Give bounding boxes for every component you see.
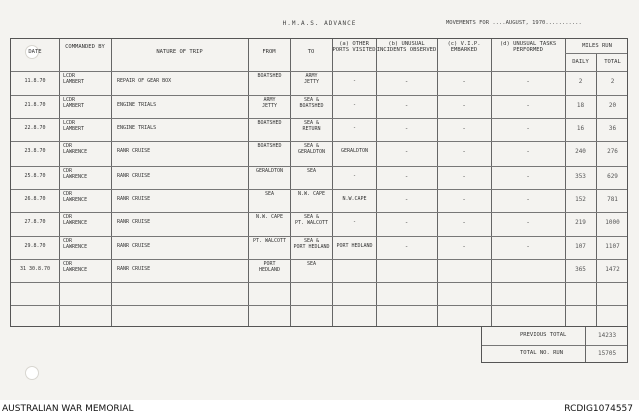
row-from-line1: PT. WALCOTT [252, 238, 287, 244]
row-daily: 240 [575, 148, 586, 155]
row-nature: RANR CRUISE [117, 173, 151, 179]
row-to-line1: SEA & [303, 97, 320, 103]
header-daily: DAILY [572, 59, 589, 65]
row-to-line1: SEA [306, 261, 317, 267]
row-ports: - [352, 78, 356, 84]
row-to-line1: SEA & [303, 238, 320, 244]
row-to-line1: SEA & [303, 120, 320, 126]
row-total: 276 [607, 148, 618, 155]
row-date: 11.8.70 [24, 78, 46, 84]
document-title: H.M.A.S. ADVANCE [282, 20, 357, 27]
total-run-label: TOTAL NO. RUN [520, 350, 564, 356]
row-date: 31 30.8.70 [19, 266, 51, 272]
row-nature: RANR CRUISE [117, 148, 151, 154]
row-date: 22.8.70 [24, 125, 46, 131]
row-to-line2: GERALDTON [297, 149, 326, 155]
row-date: 29.8.70 [24, 243, 46, 249]
row-to-line2: PORT HEDLAND [293, 244, 330, 250]
row-ports: - [352, 125, 356, 131]
row-ports: - [352, 173, 356, 179]
row-from-line1: BOATSHED [257, 120, 282, 126]
row-incidents: - [404, 173, 409, 180]
row-nature: RANR CRUISE [117, 196, 151, 202]
row-from-line2: JETTY [261, 103, 278, 109]
header-miles-run: MILES RUN [582, 43, 612, 49]
row-ports: N.W.CAPE [342, 196, 367, 202]
row-to-line1: SEA & [303, 143, 320, 149]
row-incidents: - [404, 78, 409, 85]
row-ports: - [352, 102, 356, 108]
previous-total-label: PREVIOUS TOTAL [520, 332, 567, 338]
row-to-line1: N.W. CAPE [297, 191, 326, 197]
row-tasks: - [526, 102, 530, 109]
row-nature: RANR CRUISE [117, 219, 151, 225]
total-run-value: 15705 [598, 350, 617, 357]
row-cmd-line2: LAWRENCE [63, 220, 88, 226]
row-cmd-line1: CDR [63, 168, 73, 174]
row-total: 36 [608, 125, 617, 132]
row-tasks: - [526, 196, 530, 203]
row-date: 26.8.70 [24, 196, 46, 202]
header-other-ports: (a) OTHER PORTS VISITED [332, 41, 376, 53]
footer-bar [0, 400, 639, 417]
row-to-line1: SEA & [303, 214, 320, 220]
header-unusual-tasks: (d) UNUSUAL TASKS PERFORMED [499, 41, 557, 53]
row-from-line2: HEDLAND [258, 267, 281, 273]
row-cmd-line2: LAWRENCE [63, 267, 88, 273]
row-to-line1: ARMY [305, 73, 318, 79]
footer-source: AUSTRALIAN WAR MEMORIAL [2, 404, 134, 414]
row-nature: RANR CRUISE [117, 266, 151, 272]
row-incidents: - [404, 125, 409, 132]
row-from-line1: BOATSHED [257, 73, 282, 79]
row-vip: - [462, 125, 466, 132]
row-from-line1: PORT [263, 261, 276, 267]
row-cmd-line1: CDR [63, 214, 73, 220]
row-incidents: - [404, 219, 409, 226]
row-total: 629 [607, 173, 618, 180]
row-cmd-line2: LAMBERT [63, 79, 85, 85]
row-vip: - [462, 243, 466, 250]
row-tasks: - [526, 125, 530, 132]
row-tasks: - [526, 78, 530, 85]
row-daily: 219 [575, 219, 586, 226]
previous-total-value: 14233 [598, 332, 617, 339]
row-cmd-line1: LCDR [63, 97, 76, 103]
row-cmd-line2: LAMBERT [63, 126, 85, 132]
row-daily: 353 [575, 173, 586, 180]
header-from: FROM [262, 49, 276, 55]
header-vip: (c) V.I.P. EMBARKED [447, 41, 481, 53]
row-incidents: - [404, 196, 409, 203]
row-daily: 365 [575, 266, 586, 273]
row-vip: - [462, 196, 466, 203]
row-date: 23.8.70 [24, 148, 46, 154]
row-from-line1: GERALDTON [255, 168, 284, 174]
row-ports: PORT HEDLAND [336, 243, 373, 249]
row-total: 20 [608, 102, 617, 109]
row-cmd-line2: LAMBERT [63, 103, 85, 109]
row-tasks: - [526, 173, 530, 180]
row-ports: - [352, 219, 356, 225]
row-cmd-line1: CDR [63, 143, 73, 149]
row-to-line2: JETTY [303, 79, 320, 85]
row-total: 781 [607, 196, 618, 203]
row-cmd-line1: CDR [63, 261, 73, 267]
row-from-line1: SEA [264, 191, 275, 197]
row-date: 27.8.70 [24, 219, 46, 225]
header-to: TO [307, 49, 315, 55]
row-daily: 152 [575, 196, 586, 203]
row-daily: 18 [576, 102, 585, 109]
row-tasks: - [526, 219, 530, 226]
row-from-line1: N.W. CAPE [255, 214, 284, 220]
row-incidents: - [404, 148, 409, 155]
row-cmd-line1: LCDR [63, 120, 76, 126]
row-vip: - [462, 219, 466, 226]
row-vip: - [462, 148, 466, 155]
row-total: 1107 [605, 243, 620, 250]
row-cmd-line1: LCDR [63, 73, 76, 79]
punch-hole [25, 366, 39, 380]
row-from-line1: BOATSHED [257, 143, 282, 149]
header-date: DATE [28, 49, 42, 55]
row-tasks: - [526, 243, 530, 250]
movement-table [10, 38, 628, 327]
row-total: 1000 [605, 219, 620, 226]
row-incidents: - [404, 243, 409, 250]
row-total: 1472 [605, 266, 620, 273]
row-vip: - [462, 102, 466, 109]
row-ports: GERALDTON [340, 148, 369, 154]
row-daily: 16 [576, 125, 585, 132]
row-nature: ENGINE TRIALS [117, 125, 157, 131]
row-cmd-line1: CDR [63, 191, 73, 197]
row-cmd-line2: LAWRENCE [63, 149, 88, 155]
row-cmd-line2: LAWRENCE [63, 197, 88, 203]
row-to-line1: SEA [306, 168, 317, 174]
row-nature: REPAIR OF GEAR BOX [117, 78, 172, 84]
row-date: 21.8.70 [24, 102, 46, 108]
row-date: 25.8.70 [24, 173, 46, 179]
row-total: 2 [610, 78, 615, 85]
row-cmd-line1: CDR [63, 238, 73, 244]
row-daily: 2 [578, 78, 583, 85]
header-unusual-incidents: (b) UNUSUAL INCIDENTS OBSERVED [376, 41, 437, 53]
row-cmd-line2: LAWRENCE [63, 244, 88, 250]
row-daily: 107 [575, 243, 586, 250]
row-nature: RANR CRUISE [117, 243, 151, 249]
footer-id: RCDIG1074557 [564, 404, 633, 414]
row-to-line2: PT. WALCOTT [294, 220, 329, 226]
row-nature: ENGINE TRIALS [117, 102, 157, 108]
row-from-line1: ARMY [263, 97, 276, 103]
header-nature-of-trip: NATURE OF TRIP [156, 49, 203, 55]
row-to-line2: RETURN [302, 126, 321, 132]
row-vip: - [462, 78, 466, 85]
row-cmd-line2: LAWRENCE [63, 174, 88, 180]
totals-box [481, 326, 628, 363]
header-commanded-by: COMMANDED BY [65, 44, 105, 50]
row-tasks: - [526, 148, 530, 155]
header-total: TOTAL [604, 59, 621, 65]
row-to-line2: BOATSHED [299, 103, 324, 109]
row-vip: - [462, 173, 466, 180]
row-incidents: - [404, 102, 409, 109]
movements-label: MOVEMENTS FOR ....AUGUST, 1970........... [446, 20, 582, 26]
